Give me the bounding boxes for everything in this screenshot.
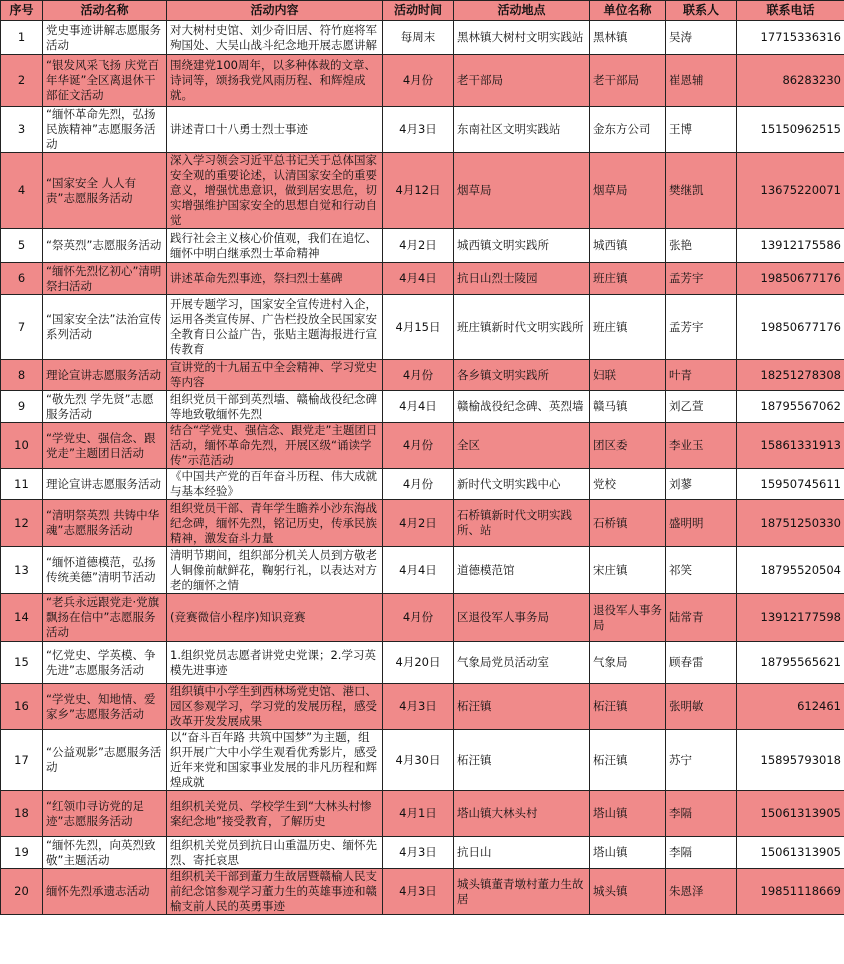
- contact-person: 苏宁: [666, 730, 737, 791]
- row-index: 15: [1, 642, 43, 684]
- activity-content: 《中国共产党的百年奋斗历程、伟大成就与基本经验》: [167, 469, 383, 500]
- contact-phone: 19851118669: [737, 869, 844, 915]
- activity-location: 石桥镇新时代文明实践所、站: [454, 500, 590, 547]
- activity-name: “缅怀革命先烈，弘扬民族精神”志愿服务活动: [43, 107, 167, 153]
- organization-name: 塔山镇: [590, 791, 666, 837]
- col-header-content: 活动内容: [167, 1, 383, 21]
- activity-location: 城西镇文明实践所: [454, 229, 590, 263]
- activity-time: 4月2日: [383, 500, 454, 547]
- table-row: [1, 295, 844, 360]
- contact-person: 李隔: [666, 791, 737, 837]
- activity-time: 4月4日: [383, 263, 454, 295]
- activity-location: 道德模范馆: [454, 547, 590, 594]
- contact-phone: 15895793018: [737, 730, 844, 791]
- row-index: 12: [1, 500, 43, 547]
- contact-phone: 612461: [737, 684, 844, 730]
- activity-time: 4月12日: [383, 153, 454, 229]
- contact-phone: 18795520504: [737, 547, 844, 594]
- activity-time: 4月份: [383, 469, 454, 500]
- table-row: [1, 229, 844, 263]
- activity-name: “缅怀先烈，向英烈致敬”主题活动: [43, 837, 167, 869]
- row-index: 7: [1, 295, 43, 360]
- activity-time: 4月30日: [383, 730, 454, 791]
- organization-name: 党校: [590, 469, 666, 500]
- activity-content: 组织党员干部、青年学生瞻养小沙东海战纪念碑，缅怀先烈，铭记历史，传承民族精神，激发奋斗力量: [167, 500, 383, 547]
- organization-name: 气象局: [590, 642, 666, 684]
- activity-name: “红领巾寻访党的足迹”志愿服务活动: [43, 791, 167, 837]
- activity-location: 东南社区文明实践站: [454, 107, 590, 153]
- activity-content: 组织镇中小学生到西林场党史馆、港口、园区参观学习，学习党的发展历程，感受改革开发发展成果: [167, 684, 383, 730]
- activity-name: “国家安全法”法治宣传系列活动: [43, 295, 167, 360]
- activity-time: 4月份: [383, 360, 454, 391]
- activity-name: “缅怀道德模范，弘扬传统美德”清明节活动: [43, 547, 167, 594]
- activity-time: 4月份: [383, 423, 454, 469]
- activity-location: 各乡镇文明实践所: [454, 360, 590, 391]
- contact-phone: 19850677176: [737, 295, 844, 360]
- activity-time: 4月3日: [383, 107, 454, 153]
- table-row: [1, 391, 844, 423]
- activity-location: 赣榆战役纪念碑、英烈墙: [454, 391, 590, 423]
- table-row: [1, 263, 844, 295]
- activity-name: “学党史、知地情、爱家乡”志愿服务活动: [43, 684, 167, 730]
- table-row: [1, 684, 844, 730]
- table-row: [1, 21, 844, 55]
- contact-person: 盛明明: [666, 500, 737, 547]
- activity-name: 理论宣讲志愿服务活动: [43, 469, 167, 500]
- col-header-activity-name: 活动名称: [43, 1, 167, 21]
- organization-name: 老干部局: [590, 55, 666, 107]
- activity-location: 新时代文明实践中心: [454, 469, 590, 500]
- row-index: 9: [1, 391, 43, 423]
- contact-phone: 15861331913: [737, 423, 844, 469]
- contact-phone: 15950745611: [737, 469, 844, 500]
- activity-name: “祭英烈”志愿服务活动: [43, 229, 167, 263]
- activity-location: 抗日山烈士陵园: [454, 263, 590, 295]
- activity-name: “公益观影”志愿服务活动: [43, 730, 167, 791]
- row-index: 11: [1, 469, 43, 500]
- table-row: [1, 594, 844, 642]
- contact-phone: 13675220071: [737, 153, 844, 229]
- activity-content: 1.组织党员志愿者讲党史党课；2.学习英模先进事迹: [167, 642, 383, 684]
- activity-name: “老兵永远跟党走·党旗飘扬在信中”志愿服务活动: [43, 594, 167, 642]
- organization-name: 城西镇: [590, 229, 666, 263]
- activity-location: 抗日山: [454, 837, 590, 869]
- contact-person: 张艳: [666, 229, 737, 263]
- organization-name: 柘汪镇: [590, 730, 666, 791]
- col-header-phone: 联系电话: [737, 1, 844, 21]
- activity-content: 组织机关党员、学校学生到“大林头村惨案纪念地”接受教育，了解历史: [167, 791, 383, 837]
- organization-name: 赣马镇: [590, 391, 666, 423]
- row-index: 20: [1, 869, 43, 915]
- contact-phone: 13912177598: [737, 594, 844, 642]
- table-row: [1, 107, 844, 153]
- activity-name: “国家安全 人人有责”志愿服务活动: [43, 153, 167, 229]
- contact-person: 陆常青: [666, 594, 737, 642]
- table-row: [1, 469, 844, 500]
- contact-phone: 18795567062: [737, 391, 844, 423]
- table-row: [1, 837, 844, 869]
- activity-name: “学党史、强信念、跟党走”主题团日活动: [43, 423, 167, 469]
- activity-time: 4月份: [383, 55, 454, 107]
- activity-location: 城头镇董青墩村董力生故居: [454, 869, 590, 915]
- activity-name: “银发风采飞扬 庆党百年华诞”全区离退休干部征文活动: [43, 55, 167, 107]
- contact-person: 张明敏: [666, 684, 737, 730]
- organization-name: 城头镇: [590, 869, 666, 915]
- organization-name: 妇联: [590, 360, 666, 391]
- activity-content: (竞赛微信小程序)知识竞赛: [167, 594, 383, 642]
- row-index: 4: [1, 153, 43, 229]
- contact-phone: 13912175586: [737, 229, 844, 263]
- contact-phone: 17715336316: [737, 21, 844, 55]
- activity-content: 讲述青口十八勇士烈士事迹: [167, 107, 383, 153]
- activity-time: 4月份: [383, 594, 454, 642]
- col-header-contact-person: 联系人: [666, 1, 737, 21]
- contact-person: 刘乙萱: [666, 391, 737, 423]
- organization-name: 烟草局: [590, 153, 666, 229]
- organization-name: 石桥镇: [590, 500, 666, 547]
- activity-content: 清明节期间，组织部分机关人员到方敬老人铜像前献鲜花，鞠躬行礼，以表达对方老的缅怀之情: [167, 547, 383, 594]
- activity-time: 每周末: [383, 21, 454, 55]
- contact-person: 顾春雷: [666, 642, 737, 684]
- contact-phone: 19850677176: [737, 263, 844, 295]
- col-header-organization: 单位名称: [590, 1, 666, 21]
- contact-phone: 15061313905: [737, 837, 844, 869]
- activity-content: 对大树村史馆、刘少奇旧居、符竹庭将军殉国处、大吴山战斗纪念地开展志愿讲解: [167, 21, 383, 55]
- activity-location: 塔山镇大林头村: [454, 791, 590, 837]
- organization-name: 团区委: [590, 423, 666, 469]
- activity-location: 气象局党员活动室: [454, 642, 590, 684]
- row-index: 13: [1, 547, 43, 594]
- contact-person: 樊继凯: [666, 153, 737, 229]
- table-row: [1, 153, 844, 229]
- activity-location: 柘汪镇: [454, 684, 590, 730]
- organization-name: 柘汪镇: [590, 684, 666, 730]
- table-row: [1, 730, 844, 791]
- table-row: [1, 642, 844, 684]
- activity-time: 4月4日: [383, 547, 454, 594]
- activity-content: 组织党员干部到英烈墙、赣榆战役纪念碑等地致敬缅怀先烈: [167, 391, 383, 423]
- table-row: [1, 423, 844, 469]
- contact-person: 李隔: [666, 837, 737, 869]
- organization-name: 金东方公司: [590, 107, 666, 153]
- table-row: [1, 500, 844, 547]
- col-header-index: 序号: [1, 1, 43, 21]
- table-body: [1, 21, 844, 915]
- activity-name: 理论宣讲志愿服务活动: [43, 360, 167, 391]
- organization-name: 班庄镇: [590, 295, 666, 360]
- row-index: 3: [1, 107, 43, 153]
- row-index: 16: [1, 684, 43, 730]
- activity-location: 柘汪镇: [454, 730, 590, 791]
- activity-location: 区退役军人事务局: [454, 594, 590, 642]
- organization-name: 班庄镇: [590, 263, 666, 295]
- contact-phone: 15150962515: [737, 107, 844, 153]
- table-row: [1, 547, 844, 594]
- activity-content: 践行社会主义核心价值观，我们在追忆、缅怀中明白继承烈士革命精神: [167, 229, 383, 263]
- activity-time: 4月3日: [383, 684, 454, 730]
- activity-location: 班庄镇新时代文明实践所: [454, 295, 590, 360]
- activity-time: 4月15日: [383, 295, 454, 360]
- activity-location: 老干部局: [454, 55, 590, 107]
- row-index: 1: [1, 21, 43, 55]
- contact-person: 崔恩辅: [666, 55, 737, 107]
- contact-person: 刘蓼: [666, 469, 737, 500]
- activity-content: 组织机关党员到抗日山重温历史、缅怀先烈、寄托哀思: [167, 837, 383, 869]
- activity-time: 4月3日: [383, 869, 454, 915]
- activity-content: 组织机关干部到董力生故居暨赣榆人民支前纪念馆参观学习董力生的英雄事迹和赣榆支前人民的英勇事迹: [167, 869, 383, 915]
- activity-content: 以“奋斗百年路 共筑中国梦”为主题，组织开展广大中小学生观看优秀影片，感受近年来党和国家事业发展的非凡历程和辉煌成就: [167, 730, 383, 791]
- row-index: 10: [1, 423, 43, 469]
- table-row: [1, 791, 844, 837]
- contact-person: 吴涛: [666, 21, 737, 55]
- activity-name: “忆党史、学英模、争先进”志愿服务活动: [43, 642, 167, 684]
- row-index: 14: [1, 594, 43, 642]
- organization-name: 塔山镇: [590, 837, 666, 869]
- activity-location: 烟草局: [454, 153, 590, 229]
- activity-name: “清明祭英烈 共铸中华魂”志愿服务活动: [43, 500, 167, 547]
- activity-time: 4月3日: [383, 837, 454, 869]
- contact-phone: 86283230: [737, 55, 844, 107]
- row-index: 6: [1, 263, 43, 295]
- table-row: [1, 55, 844, 107]
- organization-name: 退役军人事务局: [590, 594, 666, 642]
- activity-location: 全区: [454, 423, 590, 469]
- organization-name: 黑林镇: [590, 21, 666, 55]
- contact-person: 叶青: [666, 360, 737, 391]
- row-index: 17: [1, 730, 43, 791]
- activity-name: “缅怀先烈忆初心”清明祭扫活动: [43, 263, 167, 295]
- table-row: [1, 869, 844, 915]
- contact-phone: 18751250330: [737, 500, 844, 547]
- activity-content: 结合“学党史、强信念、跟党走”主题团日活动，缅怀革命先烈，开展区级“诵读学传”示范活动: [167, 423, 383, 469]
- contact-phone: 15061313905: [737, 791, 844, 837]
- activity-name: 党史事迹讲解志愿服务活动: [43, 21, 167, 55]
- activity-time: 4月1日: [383, 791, 454, 837]
- contact-person: 孟芳宇: [666, 263, 737, 295]
- activity-content: 宣讲党的十九届五中全会精神、学习党史等内容: [167, 360, 383, 391]
- row-index: 19: [1, 837, 43, 869]
- row-index: 18: [1, 791, 43, 837]
- activity-location: 黑林镇大树村文明实践站: [454, 21, 590, 55]
- header-row: [1, 1, 844, 21]
- activity-content: 围绕建党100周年，以多种体裁的文章、诗词等，颂扬我党风雨历程、和辉煌成就。: [167, 55, 383, 107]
- activity-time: 4月4日: [383, 391, 454, 423]
- contact-person: 朱恩泽: [666, 869, 737, 915]
- activity-content: 开展专题学习，国家安全宣传进村入企，运用各类宣传屏、广告栏投放全民国家安全教育日公益广告，张贴主题海报进行宣传教育: [167, 295, 383, 360]
- activity-time: 4月20日: [383, 642, 454, 684]
- activity-name: 缅怀先烈承遗志活动: [43, 869, 167, 915]
- row-index: 8: [1, 360, 43, 391]
- row-index: 2: [1, 55, 43, 107]
- activity-time: 4月2日: [383, 229, 454, 263]
- col-header-time: 活动时间: [383, 1, 454, 21]
- contact-person: 王博: [666, 107, 737, 153]
- col-header-location: 活动地点: [454, 1, 590, 21]
- activity-content: 深入学习领会习近平总书记关于总体国家安全观的重要论述，认清国家安全的重要意义，增强忧患意识，做到居安思危，切实增强维护国家安全的思想自觉和行动自觉: [167, 153, 383, 229]
- contact-person: 祁笑: [666, 547, 737, 594]
- contact-phone: 18251278308: [737, 360, 844, 391]
- table-row: [1, 360, 844, 391]
- activity-content: 讲述革命先烈事迹，祭扫烈士墓碑: [167, 263, 383, 295]
- contact-phone: 18795565621: [737, 642, 844, 684]
- contact-person: 孟芳宇: [666, 295, 737, 360]
- row-index: 5: [1, 229, 43, 263]
- organization-name: 宋庄镇: [590, 547, 666, 594]
- contact-person: 李业玉: [666, 423, 737, 469]
- activity-name: “敬先烈 学先贤”志愿服务活动: [43, 391, 167, 423]
